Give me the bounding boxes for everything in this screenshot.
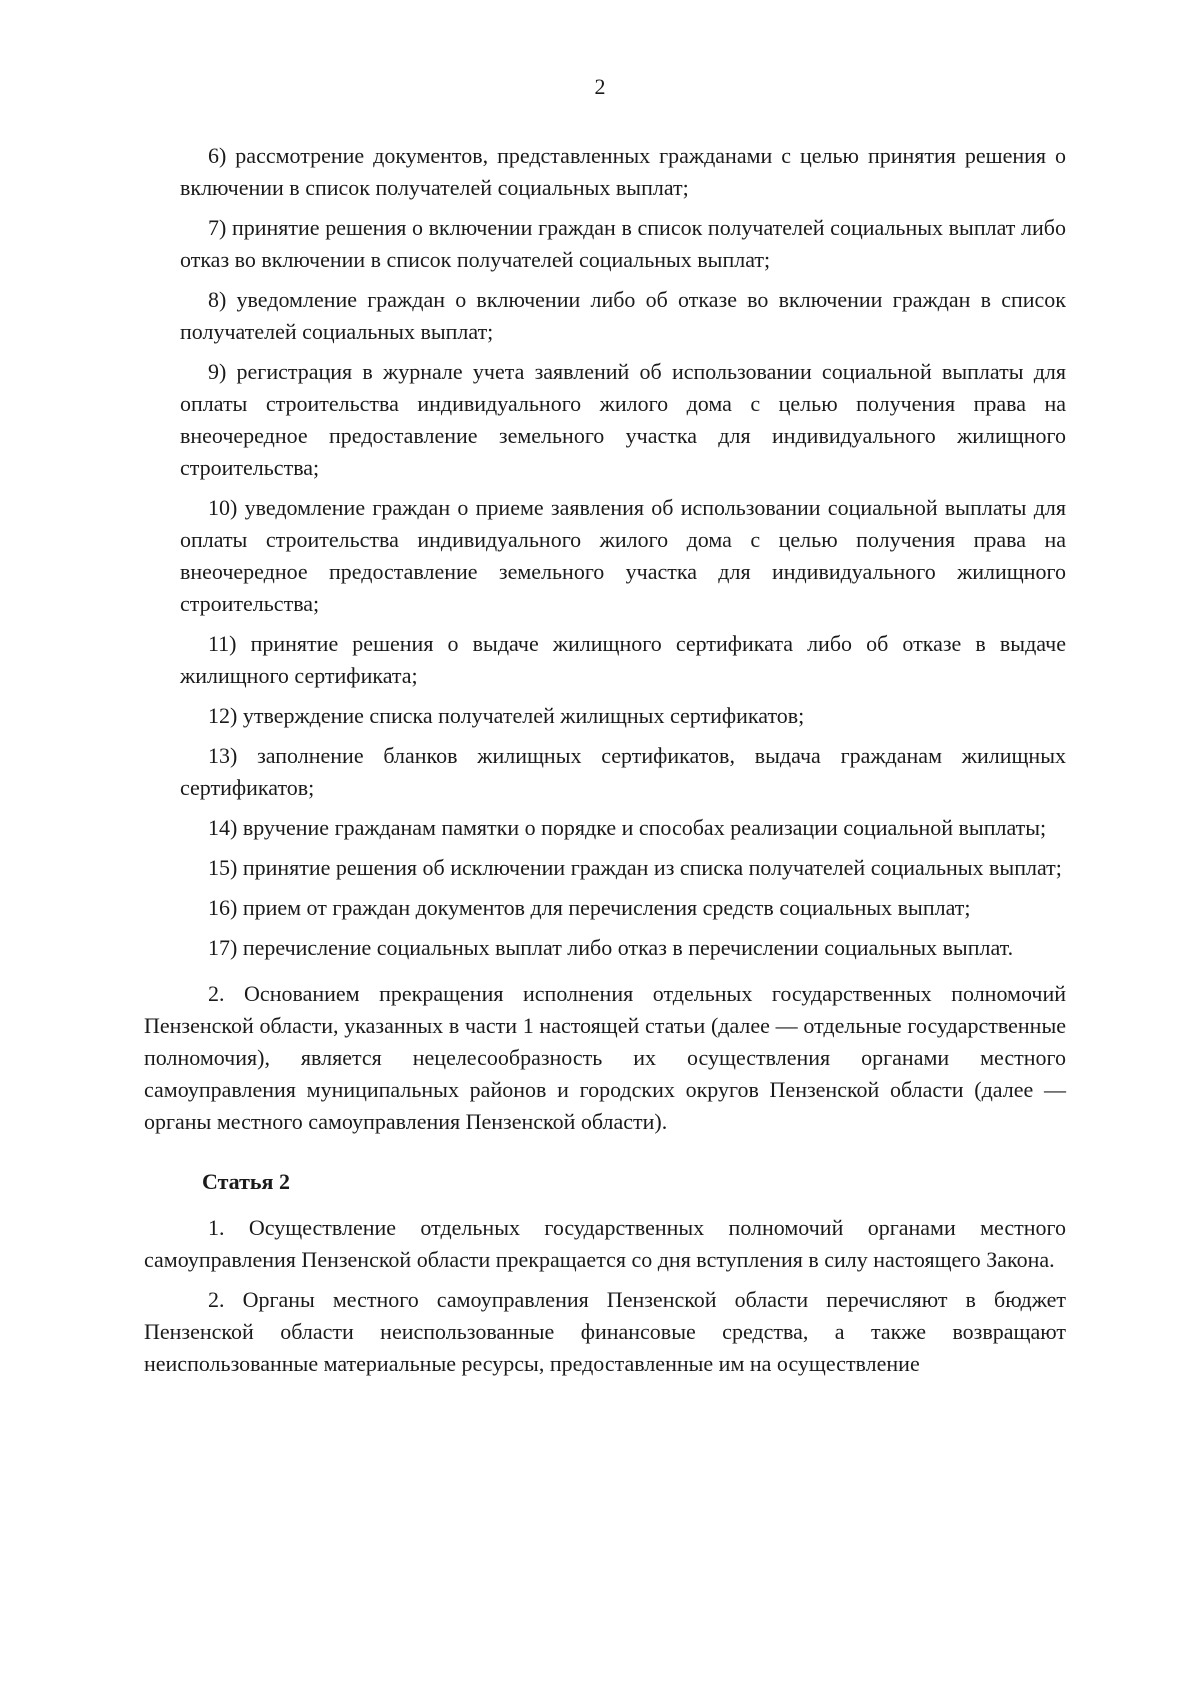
list-item: 14) вручение гражданам памятки о порядке и способах реализации социальной выплаты; bbox=[208, 815, 1047, 840]
list-item: 17) перечисление социальных выплат либо отказ в перечислении социальных выплат. bbox=[208, 935, 1014, 960]
list-item: 13) заполнение бланков жилищных сертификатов, выдача гражданам жилищных сертификатов; bbox=[180, 743, 1066, 800]
list-items bbox=[144, 140, 1066, 964]
article1-part2-paragraph: 2. Основанием прекращения исполнения отдельных государственных полномочий Пензенской области, указанных в части 1 настоящей статьи (далее — отдельные государственные полномочия), является нецелесообразность их осуществления органами местного самоуправления муниципальных районов и городских округов Пензенской области (далее — органы местного самоуправления Пензенской области). bbox=[144, 981, 1066, 1134]
list-item: 6) рассмотрение документов, представленных гражданами с целью принятия решения о включении в список получателей социальных выплат; bbox=[180, 143, 1066, 200]
list-item: 11) принятие решения о выдаче жилищного сертификата либо об отказе в выдаче жилищного сертификата; bbox=[180, 631, 1066, 688]
list-item: 16) прием от граждан документов для перечисления средств социальных выплат; bbox=[208, 895, 971, 920]
list-item: 7) принятие решения о включении граждан в список получателей социальных выплат либо отказ во включении в список получателей социальных выплат; bbox=[180, 215, 1066, 272]
article2-paragraph-2: 2. Органы местного самоуправления Пензенской области перечисляют в бюджет Пензенской области неиспользованные финансовые средства, а также возвращают неиспользованные материальные ресурсы, предоставленные им на осуществление bbox=[144, 1287, 1066, 1376]
page-number: 2 bbox=[594, 74, 606, 99]
list-item: 10) уведомление граждан о приеме заявления об использовании социальной выплаты для оплаты строительства индивидуального жилого дома с целью получения права на внеочередное предоставление земельного участка для индивидуального жилищного строительства; bbox=[180, 495, 1066, 616]
list-item: 12) утверждение списка получателей жилищных сертификатов; bbox=[208, 703, 805, 728]
article2-heading: Статья 2 bbox=[202, 1169, 290, 1194]
document-body bbox=[144, 140, 1066, 1388]
article2-paragraph-1: 1. Осуществление отдельных государственных полномочий органами местного самоуправления Пензенской области прекращается со дня вступления в силу настоящего Закона. bbox=[144, 1215, 1066, 1272]
list-item: 9) регистрация в журнале учета заявлений об использовании социальной выплаты для оплаты строительства индивидуального жилого дома с целью получения права на внеочередное предоставление земельного участка для индивидуального жилищного строительства; bbox=[180, 359, 1066, 480]
list-item: 8) уведомление граждан о включении либо об отказе во включении граждан в список получателей социальных выплат; bbox=[180, 287, 1066, 344]
list-item: 15) принятие решения об исключении граждан из списка получателей социальных выплат; bbox=[208, 855, 1062, 880]
